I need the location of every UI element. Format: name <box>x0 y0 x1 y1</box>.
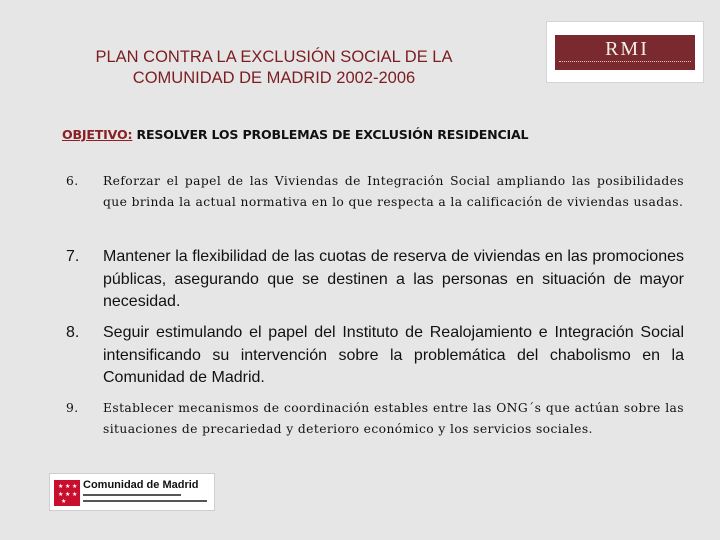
rmi-logo-band <box>555 35 695 70</box>
objective-label: OBJETIVO: <box>62 127 133 142</box>
logo-name: Comunidad de Madrid <box>83 479 199 491</box>
logo-subline <box>83 500 207 502</box>
rmi-logo-subtitle <box>559 61 691 66</box>
item-number: 6. <box>66 174 79 188</box>
objective-text: RESOLVER LOS PROBLEMAS DE EXCLUSIÓN RESIDENCIAL <box>132 127 529 142</box>
comunidad-de-madrid-logo <box>49 473 215 511</box>
title-line-1: PLAN CONTRA LA EXCLUSIÓN SOCIAL DE LA <box>95 48 453 66</box>
item-text: Establecer mecanismos de coordinación estables entre las ONG´s que actúan sobre las situaciones de precariedad y deterioro económico y los servicios sociales. <box>103 401 684 436</box>
page-title <box>60 47 488 89</box>
objective-heading <box>62 127 582 142</box>
madrid-flag-icon: ★ ★ ★ ★ ★ ★ ★ <box>54 480 80 506</box>
item-number: 9. <box>66 401 79 415</box>
item-text: Reforzar el papel de las Viviendas de Integración Social ampliando las posibilidades que brinda la actual normativa en lo que respecta a la calificación de viviendas usadas. <box>103 174 684 209</box>
logo-subline <box>83 494 181 496</box>
rmi-logo <box>546 21 704 83</box>
rmi-logo-mark: RMI <box>605 38 649 60</box>
item-number: 8. <box>66 324 80 341</box>
item-text: Seguir estimulando el papel del Instituto de Realojamiento e Integración Social intensificando su intervención sobre la problemática del chabolismo en la Comunidad de Madrid. <box>103 324 684 386</box>
item-number: 7. <box>66 248 80 265</box>
item-text: Mantener la flexibilidad de las cuotas de reserva de viviendas en las promociones públicas, asegurando que se destinen a las personas en situación de mayor necesidad. <box>103 248 684 310</box>
title-line-2: COMUNIDAD DE MADRID 2002-2006 <box>132 69 416 87</box>
